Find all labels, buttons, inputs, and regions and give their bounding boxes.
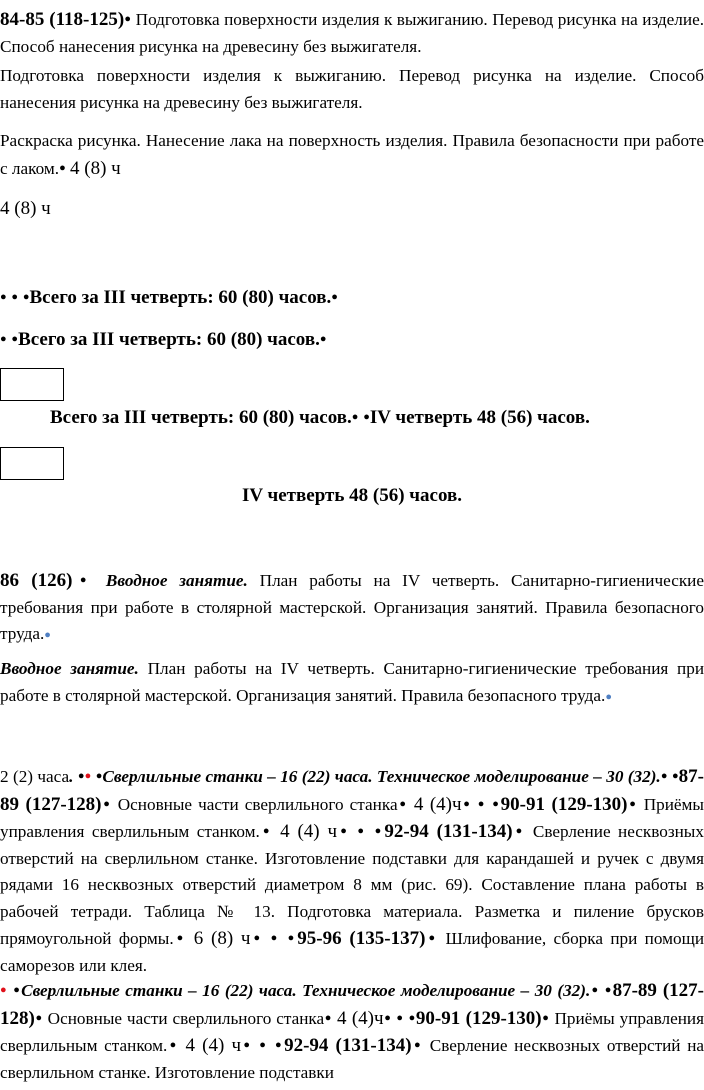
paragraph-repeat	[0, 63, 704, 116]
bullet-icon: ●	[34, 1011, 43, 1024]
total-text: Всего за III четверть: 60 (80) часов.	[29, 287, 332, 308]
lesson-text: Приёмы управления сверлильным станком.	[0, 1008, 704, 1055]
bullet-icon: ●	[11, 333, 19, 345]
lesson-number: 92-94 (131-134)	[384, 821, 513, 842]
bullet-icon: ●	[397, 797, 408, 810]
bullet-icon: ●	[101, 797, 112, 810]
lesson-number: 90-91 (129-130)	[415, 1007, 542, 1029]
hours-line	[0, 196, 704, 223]
bullet-icon: ●	[95, 770, 103, 782]
bullet-icon: ●	[250, 932, 264, 944]
hours-label: 4 (4)ч	[336, 1007, 384, 1029]
bullet-icon: ●	[173, 932, 187, 944]
total-line-3	[50, 404, 704, 432]
bullet-icon: ●	[124, 13, 132, 25]
bullet-icon: ●	[477, 797, 487, 810]
lesson-text: Сверление несквозных отверстий на сверлильном станке. Изготовление подставки для карандашей и ручек с двумя рядами 16 несквозных отверстий диаметром 8 мм (рис. 69). Составление плана работы в рабочей тетради. Таблица № 13. Подготовка материала. Разметка и пиление брусков прямоугольной формы.	[0, 822, 704, 948]
hours-label: 4 (4) ч	[280, 821, 338, 842]
total-line-1	[0, 284, 704, 312]
lesson-text: Сверление несквозных отверстий на сверлильном станке. Изготовление подставки	[0, 1036, 704, 1082]
bullet-icon: ●	[241, 1039, 253, 1051]
lesson-text: Шлифование, сборка при помощи саморезов или клея.	[0, 929, 704, 975]
bullet-icon: ●	[13, 984, 22, 996]
hours-label: 4 (8) ч	[70, 157, 121, 179]
hours-prefix: 2 (2) часа	[0, 767, 70, 786]
bullet-icon: ●	[287, 932, 298, 944]
bullet-icon: ●	[627, 797, 638, 810]
bullet-icon: ●	[167, 1039, 179, 1051]
bullet-icon: ●	[0, 291, 7, 303]
bullet-icon: ●	[396, 1011, 404, 1024]
bullet-icon: ●	[604, 984, 613, 996]
paragraph-lesson-86	[0, 567, 704, 649]
lesson-text: Основные части сверлильного станка	[117, 794, 398, 814]
bullet-icon: ●	[492, 797, 501, 810]
bullet-icon: ●	[22, 291, 30, 303]
lesson-number: 95-96 (135-137)	[297, 928, 426, 949]
bullet-icon: ●	[11, 291, 19, 303]
empty-box	[0, 447, 64, 480]
red-bullet-icon: ●	[0, 984, 8, 996]
bullet-icon: ●	[337, 825, 350, 837]
bullet-icon: ●	[275, 1039, 285, 1051]
total-line-2	[0, 326, 704, 354]
empty-box	[0, 368, 64, 401]
bullet-icon: ●	[331, 291, 338, 303]
hours-label: 4 (8) ч	[0, 198, 51, 219]
bullet-icon: ●	[541, 1011, 550, 1024]
hours-label: 4 (4) ч	[185, 1035, 242, 1056]
bullet-icon: ●	[72, 574, 95, 586]
bullet-icon: ●	[324, 1011, 333, 1024]
bullet-icon: ●	[319, 333, 327, 345]
bullet-icon: ●	[77, 770, 85, 782]
bullet-icon: ●	[383, 1011, 392, 1024]
lesson-text: Подготовка поверхности изделия к выжиганию. Перевод рисунка на изделие. Способ нанесения рисунка на древесину без выжигателя.	[0, 66, 704, 112]
red-bullet-icon: ●	[84, 770, 92, 782]
lesson-text: План работы на IV четверть. Санитарно-гигиенические требования при работе в столярной мастерской. Организация занятий. Правила безопасного труда.	[0, 571, 704, 643]
quarter-heading	[0, 483, 704, 510]
bullet-icon: ●	[461, 797, 472, 810]
section-heading: Сверлильные станки – 16 (22) часа. Техническое моделирование – 30 (32).	[21, 981, 591, 1000]
lesson-title: Вводное занятие.	[105, 571, 248, 590]
quarter-text: IV четверть 48 (56) часов.	[369, 407, 590, 428]
quarter-text: IV четверть 48 (56) часов.	[242, 485, 462, 506]
lesson-text: Основные части сверлильного станка	[47, 1008, 325, 1028]
lesson-number: 90-91 (129-130)	[500, 793, 628, 815]
bullet-icon: ●	[259, 825, 273, 837]
bullet-icon: ●	[0, 333, 7, 345]
lesson-title: Вводное занятие.	[0, 659, 139, 678]
section-heading: Сверлильные станки – 16 (22) часа. Техническое моделирование – 30 (32).	[102, 767, 661, 786]
lesson-number: 92-94 (131-134)	[284, 1035, 412, 1056]
paragraph-lessons-84-85	[0, 6, 704, 60]
bullet-icon: ●	[671, 770, 679, 782]
lesson-text: Раскраска рисунка. Нанесение лака на поверхность изделия. Правила безопасности при работе с лаком.	[0, 131, 704, 178]
bullet-icon: ●	[259, 1039, 269, 1051]
lesson-text: Приёмы управления сверлильным станком.	[0, 794, 704, 841]
bullet-icon: ●	[411, 1039, 424, 1051]
bullet-icon: ●	[351, 411, 359, 423]
total-text: Всего за III четверть: 60 (80) часов.	[50, 407, 352, 428]
lesson-text: Подготовка поверхности изделия к выжиганию. Перевод рисунка на изделие. Способ нанесения рисунка на древесину без выжигателя.	[0, 10, 704, 56]
paragraph-drilling-section: 2 (2) часа. ●● ●Сверлильные станки – 16 (22) часа. Техническое моделирование – 30 (32).● ●87-89 (127-128)● Основные части сверлильного станка● 4 (4)ч● ● ●90-91 (129-130)● Приёмы управления сверлильным станком.● 4 (4) ч● ● ●92-94 (131-134)● Сверление несквозных отверстий на сверлильном станке. Изготовление подставки для карандашей и ручек с двумя рядами 16 несквозных отверстий диаметром 8 мм (рис. 69). Составление плана работы в рабочей тетради. Таблица № 13. Подготовка материала. Разметка и пиление брусков прямоугольной формы.● 6 (8) ч● ● ●95-96 (135-137)● Шлифование, сборка при помощи саморезов или клея.	[0, 766, 704, 975]
bullet-icon: ●	[512, 825, 526, 837]
bullet-icon: ●	[374, 825, 385, 837]
bullet-icon: ●	[590, 984, 600, 996]
bullet-icon: ●	[425, 932, 439, 944]
paragraph-painting	[0, 128, 704, 182]
bullet-icon: ●	[363, 411, 370, 423]
lesson-number: 86 (126)	[0, 570, 73, 591]
lesson-number: 87-89 (127-128)	[0, 980, 704, 1029]
bullet-icon: ●	[357, 825, 368, 837]
total-text: Всего за III четверть: 60 (80) часов.	[18, 329, 320, 350]
blue-bullet-icon: ●	[605, 690, 612, 703]
bullet-icon: ●	[270, 932, 281, 944]
hours-label: 4 (4)ч	[413, 793, 462, 815]
lesson-number: 84-85 (118-125)	[0, 9, 125, 30]
bullet-icon: ●	[408, 1011, 416, 1024]
hours-label: 6 (8) ч	[193, 928, 251, 949]
paragraph-drilling-section-repeat	[0, 977, 704, 1086]
lesson-text: План работы на IV четверть. Санитарно-гигиенические требования при работе в столярной мастерской. Организация занятий. Правила безопасного труда.	[0, 659, 704, 705]
paragraph-lesson-86-repeat	[0, 656, 704, 710]
lesson-number: 87-89 (127-128)	[0, 766, 704, 815]
blue-bullet-icon: ●	[44, 629, 51, 641]
bullet-icon: ●	[59, 161, 66, 174]
bullet-icon: ●	[660, 770, 668, 782]
